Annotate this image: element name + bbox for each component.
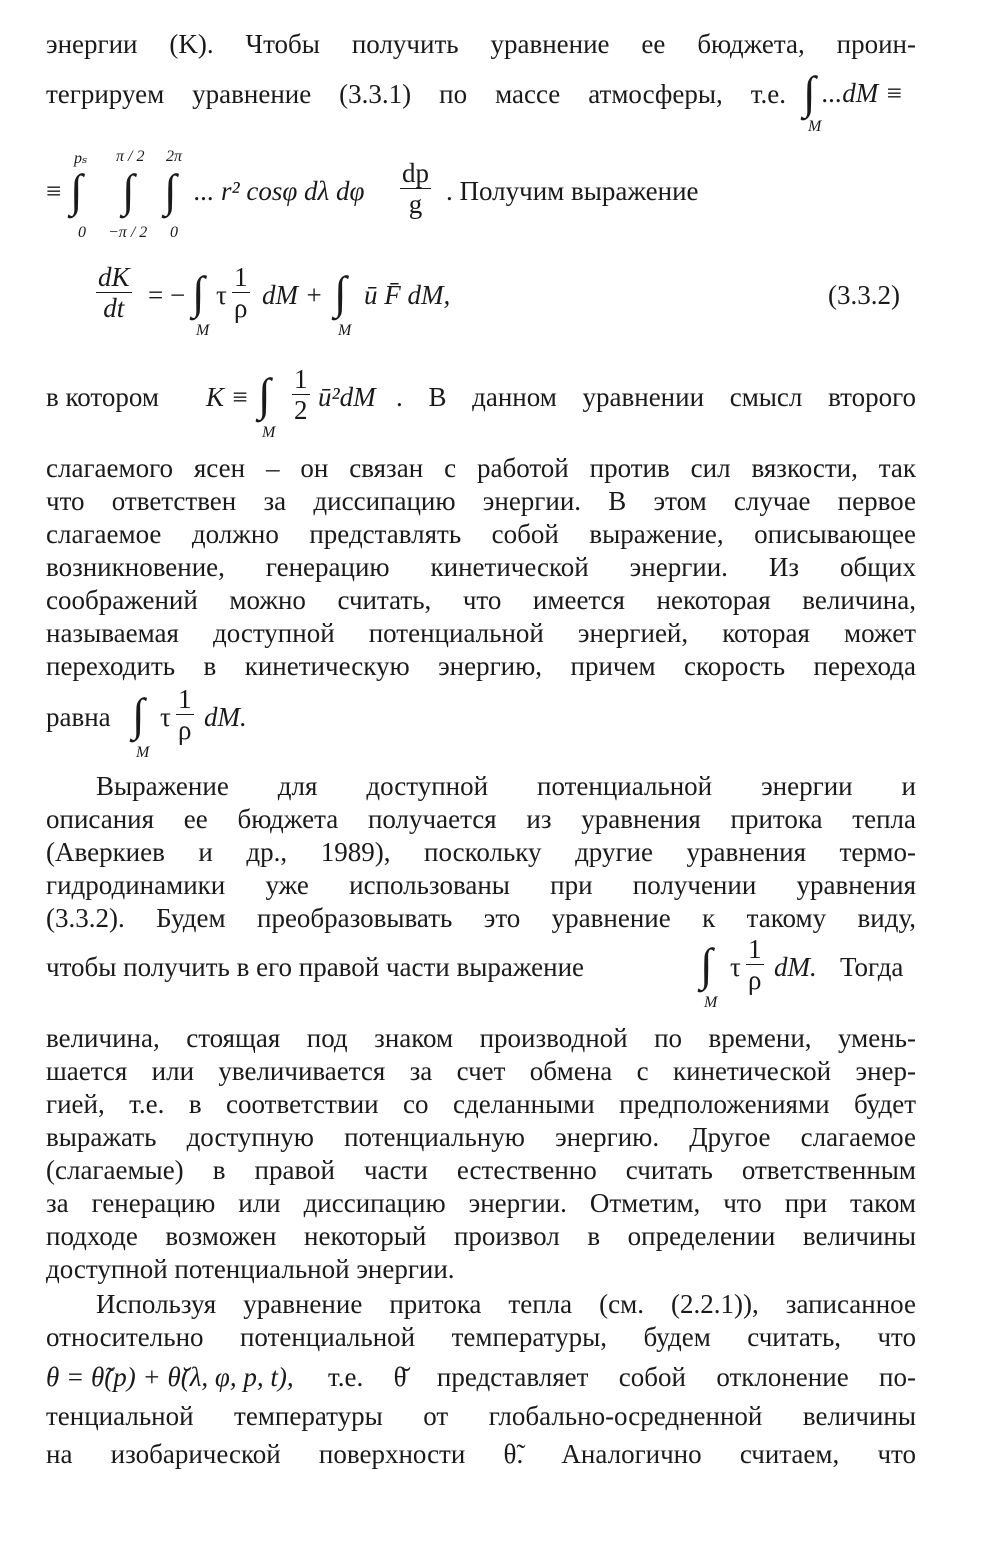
formula-fragment: ... r² cosφ dλ dφ <box>194 176 365 206</box>
text-line: доступной потенциальной энергии. <box>46 1254 455 1284</box>
integral-symbol: ∫ <box>192 267 205 318</box>
integral-limit: M <box>704 994 718 1011</box>
integral-limit: 0 <box>170 224 178 241</box>
fraction-numerator: 1 <box>178 684 192 714</box>
formula-fragment: ū F̄ dM, <box>364 280 451 310</box>
text-line: величина, стоящая под знаком производной по времени, умень- <box>46 1023 916 1053</box>
equation-number: (3.3.2) <box>828 280 900 310</box>
text-fragment: чтобы получить в его правой части выражение <box>46 952 585 982</box>
fraction <box>400 158 431 219</box>
text-line: за генерацию или диссипацию энергии. Отметим, что при таком <box>46 1188 916 1218</box>
formula-fragment: dM. <box>774 952 817 982</box>
integral-symbol: ∫ <box>164 165 177 216</box>
formula-fragment: dM. <box>204 702 247 732</box>
text-fragment: . Получим выражение <box>446 176 699 206</box>
fraction <box>176 684 194 745</box>
integral-symbol: ∫ <box>700 939 713 990</box>
text-line: Выражение для доступной потенциальной энергии и <box>96 771 916 801</box>
text-line: называемая доступной потенциальной энергией, которая может <box>46 618 916 648</box>
text-line: тегрируем уравнение (3.3.1) по массе атмосферы, т.е. <box>46 79 786 109</box>
text-fragment: т.е. θ̆ представляет собой отклонение по- <box>328 1362 916 1392</box>
equiv-sign: ≡ <box>46 176 62 206</box>
integral-limit: pₛ <box>74 150 88 167</box>
integral-limit: 0 <box>78 224 86 241</box>
fraction-numerator: 1 <box>294 364 308 394</box>
formula-fragment: ...dM ≡ <box>822 78 904 108</box>
fraction-denominator: ρ <box>234 293 248 323</box>
formula-fragment: ū²dM <box>318 382 376 412</box>
text-fragment: . В данном уравнении смысл второго <box>396 382 916 412</box>
formula-fragment: K ≡ <box>206 382 249 412</box>
fraction-numerator: 1 <box>234 262 248 292</box>
integral-symbol: ∫ <box>122 165 135 216</box>
fraction-denominator: 2 <box>294 395 308 425</box>
integral-limit: M <box>196 322 210 339</box>
text-line: переходить в кинетическую энергию, причем скорость перехода <box>46 651 916 681</box>
formula-fragment: τ <box>730 952 741 982</box>
text-line: шается или увеличивается за счет обмена с кинетической энер- <box>46 1056 916 1086</box>
integral-limit: 2π <box>166 148 183 165</box>
integral-limit: −π / 2 <box>108 224 148 241</box>
fraction <box>292 364 310 425</box>
text-line: тенциальной температуры от глобально-осредненной величины <box>46 1401 916 1431</box>
fraction-denominator: ρ <box>178 715 192 745</box>
text-fragment: в котором <box>46 382 159 412</box>
formula-fragment: θ = θ̃(p) + θ̆(λ, φ, p, t), <box>46 1362 294 1392</box>
fraction <box>746 934 764 995</box>
integral-symbol: ∫ <box>132 689 145 740</box>
fraction-numerator: 1 <box>748 934 762 964</box>
text-line: выражать доступную потенциальную энергию. Другое слагаемое <box>46 1122 916 1152</box>
integral-symbol: ∫ <box>803 67 816 118</box>
text-line: возникновение, генерацию кинетической энергии. Из общих <box>46 552 916 582</box>
text-line: относительно потенциальной температуры, будем считать, что <box>46 1322 916 1352</box>
text-fragment: равна <box>46 702 111 732</box>
text-line: на изобарической поверхности θ̃. Аналогично считаем, что <box>46 1439 916 1469</box>
text-line: описания ее бюджета получается из уравнения притока тепла <box>46 804 916 834</box>
integral-limit: M <box>262 424 276 441</box>
fraction-denominator: ρ <box>748 965 762 995</box>
text-line: энергии (K). Чтобы получить уравнение ее бюджета, проин- <box>46 29 916 59</box>
integral-symbol: ∫ <box>334 267 347 318</box>
text-line: Используя уравнение притока тепла (см. (2.2.1)), записанное <box>96 1289 916 1319</box>
text-line: слагаемого ясен – он связан с работой против сил вязкости, так <box>46 453 916 483</box>
text-line: слагаемое должно представлять собой выражение, описывающее <box>46 519 916 549</box>
fraction-denominator: dt <box>103 293 125 323</box>
fraction-denominator: g <box>408 189 423 219</box>
fraction-numerator: dK <box>98 262 130 292</box>
fraction <box>232 262 250 323</box>
text-line: гией, т.е. в соответствии со сделанными предположениями будет <box>46 1089 916 1119</box>
formula-fragment: = − <box>148 280 186 310</box>
formula-fragment: τ <box>216 280 227 310</box>
fraction-numerator: dp <box>402 158 429 188</box>
integral-limit: M <box>338 322 352 339</box>
text-line: соображений можно считать, что имеется некоторая величина, <box>46 585 916 615</box>
text-fragment: Тогда <box>840 952 904 982</box>
integral-limit: M <box>136 744 150 761</box>
integral-limit: π / 2 <box>116 148 145 165</box>
text-line: подходе возможен некоторый произвол в определении величины <box>46 1221 916 1251</box>
formula-fragment: τ <box>160 702 171 732</box>
text-line: (слагаемые) в правой части естественно считать ответственным <box>46 1155 916 1185</box>
integral-symbol: ∫ <box>70 165 83 216</box>
text-line: (3.3.2). Будем преобразовывать это уравнение к такому виду, <box>46 903 916 933</box>
text-line: (Аверкиев и др., 1989), поскольку другие уравнения термо- <box>46 837 916 867</box>
integral-limit: M <box>808 118 822 135</box>
text-line: гидродинамики уже использованы при получении уравнения <box>46 870 916 900</box>
fraction <box>96 262 132 323</box>
formula-fragment: dM + <box>262 280 323 310</box>
integral-symbol: ∫ <box>258 369 271 420</box>
text-line: что ответствен за диссипацию энергии. В этом случае первое <box>46 486 916 516</box>
